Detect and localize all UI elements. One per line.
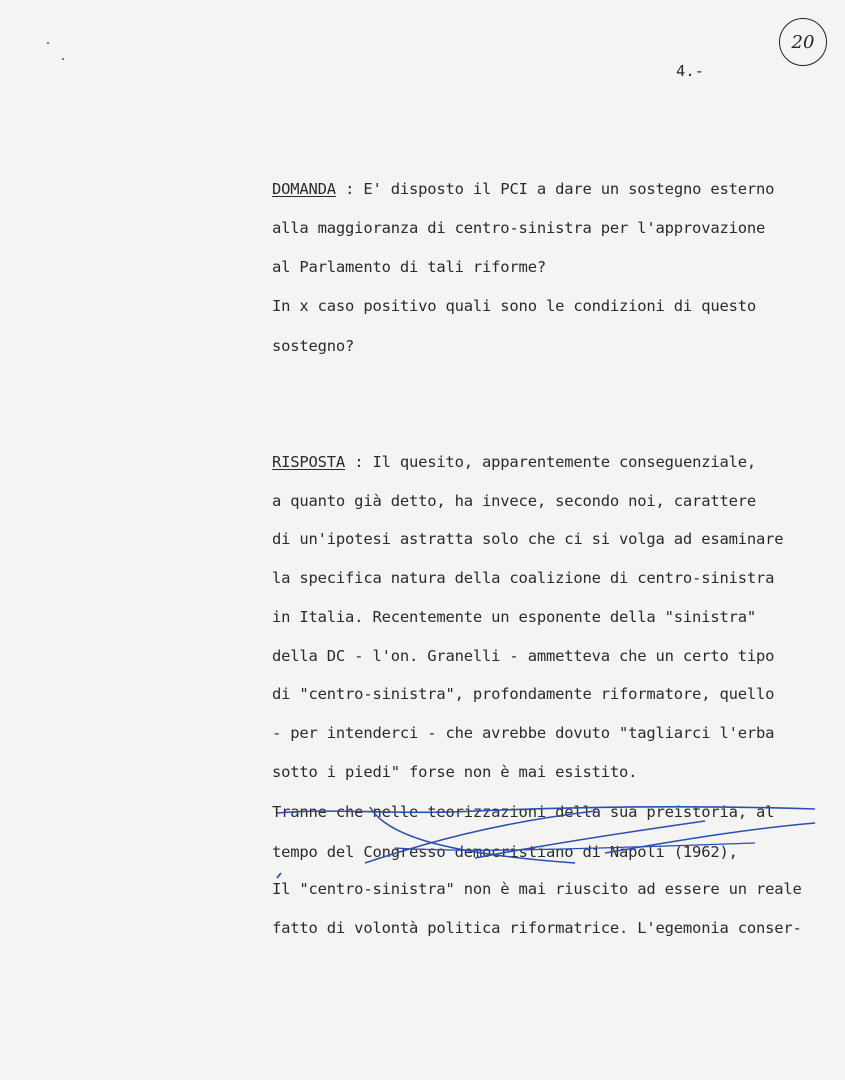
domanda-text: : E' disposto il PCI a dare un sostegno esterno (335, 180, 775, 198)
risposta-line-8: - per intenderci - che avrebbe dovuto "tagliarci l'erba (272, 724, 775, 742)
scan-speck (62, 58, 64, 60)
risposta-line-7: di "centro-sinistra", profondamente riformatore, quello (272, 685, 775, 703)
archive-number-stamp (779, 18, 827, 66)
archive-number: 20 (791, 31, 815, 53)
risposta-line-10-struck: Tranne che nelle teorizzazioni della sua preistoria, al (272, 803, 775, 821)
domanda-line-5: sostegno? (272, 337, 355, 355)
risposta-label: RISPOSTA (272, 453, 346, 471)
pen-stroke (277, 873, 281, 878)
domanda-label: DOMANDA (272, 180, 336, 198)
risposta-line-4: la specifica natura della coalizione di centro-sinistra (272, 569, 775, 587)
scan-speck (47, 42, 49, 44)
risposta-line-12: Il "centro-sinistra" non è mai riuscito ad essere un reale (272, 880, 802, 898)
risposta-line-2: a quanto già detto, ha invece, secondo noi, carattere (272, 492, 756, 510)
domanda-line-4: In x caso positivo quali sono le condizioni di questo (272, 297, 756, 315)
risposta-text: : Il quesito, apparentemente conseguenziale, (345, 453, 756, 471)
risposta-line-11-struck: tempo del Congresso democristiano di Napoli (1962), (272, 843, 738, 861)
risposta-line-9: sotto i piedi" forse non è mai esistito. (272, 763, 638, 781)
page-number: 4.- (676, 62, 704, 80)
risposta-line-6: della DC - l'on. Granelli - ammetteva che un certo tipo (272, 647, 775, 665)
domanda-line-2: alla maggioranza di centro-sinistra per l'approvazione (272, 219, 766, 237)
risposta-line-3: di un'ipotesi astratta solo che ci si volga ad esaminare (272, 530, 784, 548)
risposta-line-13: fatto di volontà politica riformatrice. L'egemonia conser- (272, 919, 802, 937)
domanda-line-3: al Parlamento di tali riforme? (272, 258, 546, 276)
risposta-line-5: in Italia. Recentemente un esponente della "sinistra" (272, 608, 756, 626)
risposta-line-1 (272, 453, 756, 471)
domanda-line-1 (272, 180, 774, 198)
